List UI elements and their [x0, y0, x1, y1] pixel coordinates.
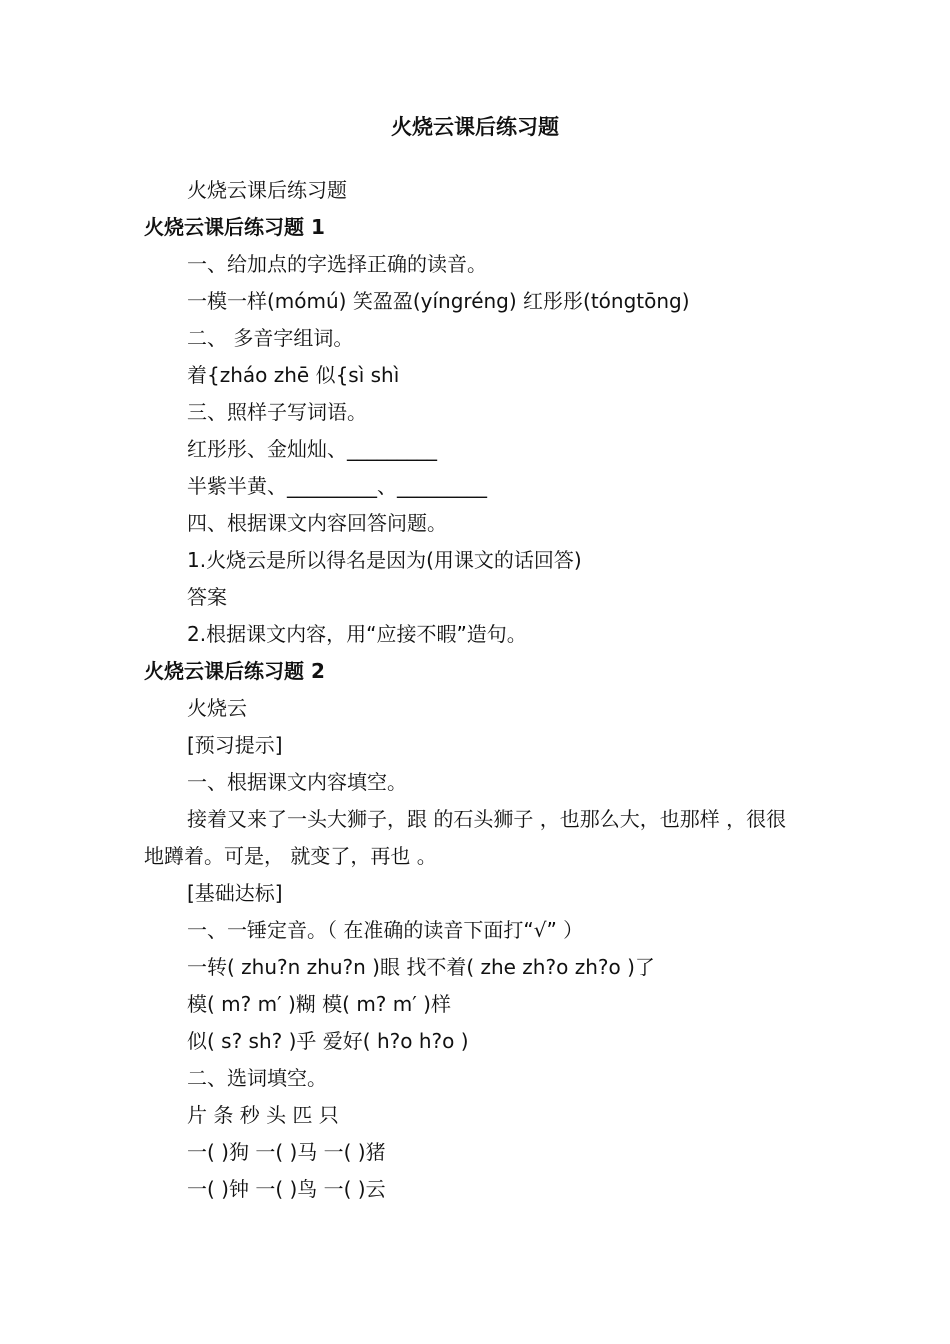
question-4-item-1: 1.火烧云是所以得名是因为(用课文的话回答) — [187, 548, 582, 572]
document-body — [144, 172, 810, 1208]
example-words-1: 红彤彤、金灿灿、_________ — [187, 437, 437, 461]
pronunciation-item-3: 似( s? sh? )乎 爱好( h?o h?o ) — [187, 1029, 469, 1053]
subtitle-line: 火烧云课后练习题 — [187, 178, 347, 202]
pronunciation-item-2: 模( m? m′ )糊 模( m? m′ )样 — [187, 992, 451, 1016]
example-words-2: 半紫半黄、_________、_________ — [187, 474, 487, 498]
pronunciation-item-1: 一转( zhu?n zhu?n )眼 找不着( zhe zh?o zh?o )了 — [187, 955, 655, 979]
pronunciation-heading: 一、一锤定音。（ 在准确的读音下面打“√” ） — [187, 918, 584, 942]
question-2-heading: 二、 多音字组词。 — [187, 326, 354, 350]
fill-blank-paragraph: 接着又来了一头大狮子，跟 的石头狮子 ，也那么大，也那样 ，很很 地蹲着。可是， 就变了，再也 。 — [144, 807, 787, 868]
section-heading-1: 火烧云课后练习题 1 — [144, 215, 325, 239]
measure-word-row-1: 一( )狗 一( )马 一( )猪 — [187, 1140, 386, 1164]
measure-word-row-2: 一( )钟 一( )鸟 一( )云 — [187, 1177, 386, 1201]
preview-tip-label: [预习提示] — [187, 733, 283, 757]
fill-blank-heading: 一、根据课文内容填空。 — [187, 770, 407, 794]
word-choice-heading: 二、选词填空。 — [187, 1066, 327, 1090]
answer-label: 答案 — [187, 585, 227, 609]
polyphonic-words: 着{zháo zhē 似{sì shì — [187, 363, 400, 387]
document-title: 火烧云课后练习题 — [391, 115, 559, 139]
pinyin-choices: 一模一样(mómú) 笑盈盈(yíngréng) 红彤彤(tóngtōng) — [187, 289, 690, 313]
question-4-heading: 四、根据课文内容回答问题。 — [187, 511, 447, 535]
question-4-item-2: 2.根据课文内容，用“应接不暇”造句。 — [187, 622, 527, 646]
word-bank: 片 条 秒 头 匹 只 — [187, 1103, 339, 1127]
basic-standard-label: [基础达标] — [187, 881, 283, 905]
question-1-heading: 一、给加点的字选择正确的读音。 — [187, 252, 487, 276]
lesson-title: 火烧云 — [187, 696, 247, 720]
section-heading-2: 火烧云课后练习题 2 — [144, 659, 325, 683]
question-3-heading: 三、照样子写词语。 — [187, 400, 367, 424]
